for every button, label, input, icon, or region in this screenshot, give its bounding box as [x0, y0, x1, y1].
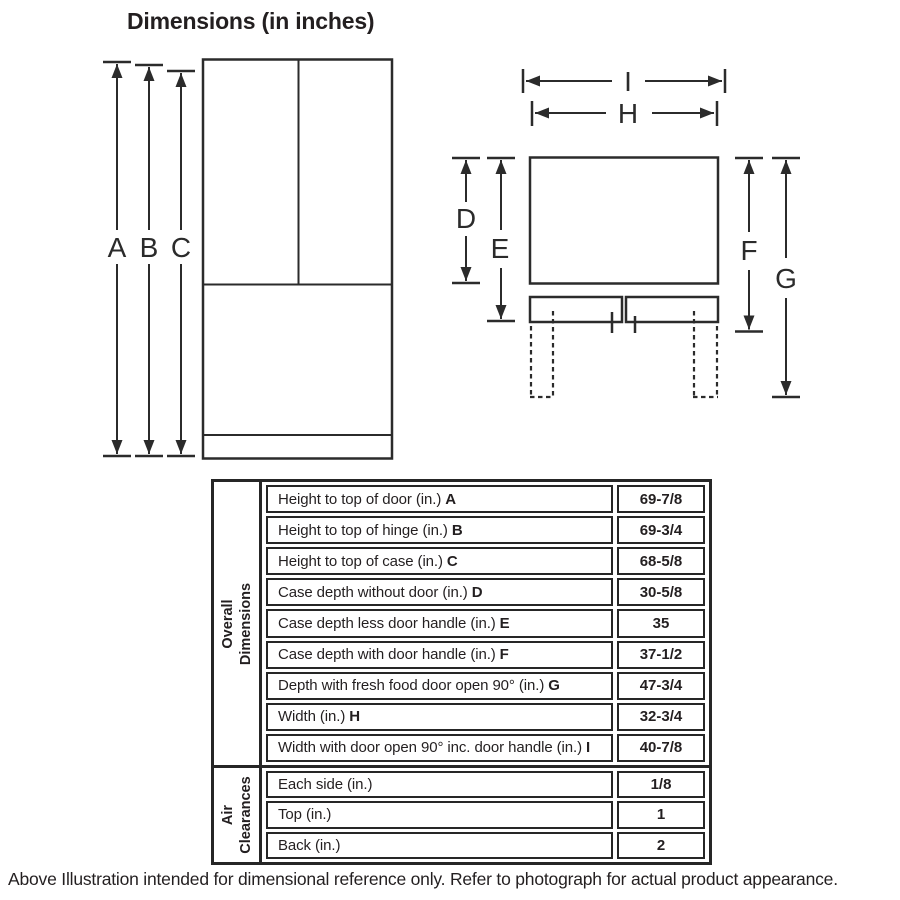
dimension-description-cell — [266, 516, 613, 544]
air-clearances-label — [214, 768, 262, 862]
dimension-value-cell: 30-5/8 — [617, 578, 705, 606]
dimension-description-cell — [266, 771, 613, 798]
dimension-description: Width with door open 90° inc. door handle (in.) — [278, 739, 582, 757]
fridge-top-view — [530, 158, 718, 398]
dimension-description: Height to top of case (in.) — [278, 552, 443, 570]
section-label-line: Overall — [219, 598, 236, 649]
dim-letter-b: B — [139, 232, 159, 263]
dimension-description-cell — [266, 703, 613, 731]
dim-letter-d: D — [455, 203, 477, 234]
dimension-description-cell — [266, 672, 613, 700]
dimension-letter: D — [471, 583, 483, 601]
dimension-value-cell: 1 — [617, 801, 705, 828]
dimension-description-cell — [266, 485, 613, 513]
dimension-letter: G — [548, 677, 560, 695]
table-row — [266, 641, 705, 669]
dimension-value-cell: 69-3/4 — [617, 516, 705, 544]
disclaimer-text: Above Illustration intended for dimensional reference only. Refer to photograph for actual product appearance. — [8, 869, 838, 889]
table-row — [266, 547, 705, 575]
dimension-description: Case depth less door handle (in.) — [278, 614, 496, 632]
section-label-line: Air — [219, 804, 236, 826]
dimensions-table — [211, 479, 712, 865]
dimension-letter: H — [349, 708, 360, 726]
dimension-letter: E — [499, 614, 510, 632]
dimension-letter: C — [446, 552, 458, 570]
dimension-description-cell — [266, 578, 613, 606]
dimension-description: Width (in.) — [278, 708, 346, 726]
dimension-description-cell — [266, 734, 613, 762]
dimension-description: Top (in.) — [278, 806, 332, 824]
table-row — [266, 771, 705, 798]
dimension-value-cell: 68-5/8 — [617, 547, 705, 575]
dim-letter-i: I — [624, 66, 632, 97]
dimension-description-cell — [266, 547, 613, 575]
section-label-line: Dimensions — [237, 582, 254, 665]
dimension-description: Case depth without door (in.) — [278, 583, 468, 601]
dimension-description-cell — [266, 609, 613, 637]
dimension-value-cell: 1/8 — [617, 771, 705, 798]
table-row — [266, 485, 705, 513]
dimension-letter: B — [451, 521, 463, 539]
dimension-letter: F — [499, 646, 509, 664]
dimension-letter: A — [445, 490, 456, 508]
fridge-front-view — [203, 60, 392, 459]
air-clearances-rows — [262, 768, 709, 862]
table-row — [266, 609, 705, 637]
table-row — [266, 832, 705, 859]
dim-letter-a: A — [107, 232, 127, 263]
dim-letter-g: G — [775, 263, 797, 294]
dimension-description: Height to top of hinge (in.) — [278, 521, 448, 539]
dimension-description-cell — [266, 801, 613, 828]
dimension-value-cell: 35 — [617, 609, 705, 637]
dim-letter-c: C — [170, 232, 192, 263]
door-open-dashed-outline — [530, 311, 718, 397]
dimension-description: Height to top of door (in.) — [278, 490, 442, 508]
table-row — [266, 734, 705, 762]
dimension-description: Depth with fresh food door open 90° (in.) — [278, 677, 545, 695]
dimension-description: Back (in.) — [278, 836, 341, 854]
dimension-value-cell: 40-7/8 — [617, 734, 705, 762]
dim-line-c — [167, 71, 195, 456]
table-row — [266, 703, 705, 731]
dim-letter-f: F — [740, 235, 758, 266]
dimension-value-cell: 37-1/2 — [617, 641, 705, 669]
dimension-value-cell: 2 — [617, 832, 705, 859]
dimension-description: Case depth with door handle (in.) — [278, 646, 496, 664]
dimension-letter: I — [585, 739, 591, 757]
overall-dimensions-label — [214, 482, 262, 765]
air-clearances-section — [214, 765, 709, 862]
dim-letter-h: H — [617, 98, 639, 129]
dimension-description-cell — [266, 641, 613, 669]
dimension-value-cell: 32-3/4 — [617, 703, 705, 731]
dimension-value-cell: 69-7/8 — [617, 485, 705, 513]
dimension-value-cell: 47-3/4 — [617, 672, 705, 700]
dimension-description: Each side (in.) — [278, 776, 373, 794]
dim-letter-e: E — [490, 233, 510, 264]
table-row — [266, 801, 705, 828]
table-row — [266, 578, 705, 606]
overall-dimensions-section — [214, 482, 709, 765]
section-label-line: Clearances — [237, 776, 254, 854]
dimension-description-cell — [266, 832, 613, 859]
table-row — [266, 516, 705, 544]
table-row — [266, 672, 705, 700]
page-title: Dimensions (in inches) — [127, 8, 375, 34]
overall-dimensions-rows — [262, 482, 709, 765]
